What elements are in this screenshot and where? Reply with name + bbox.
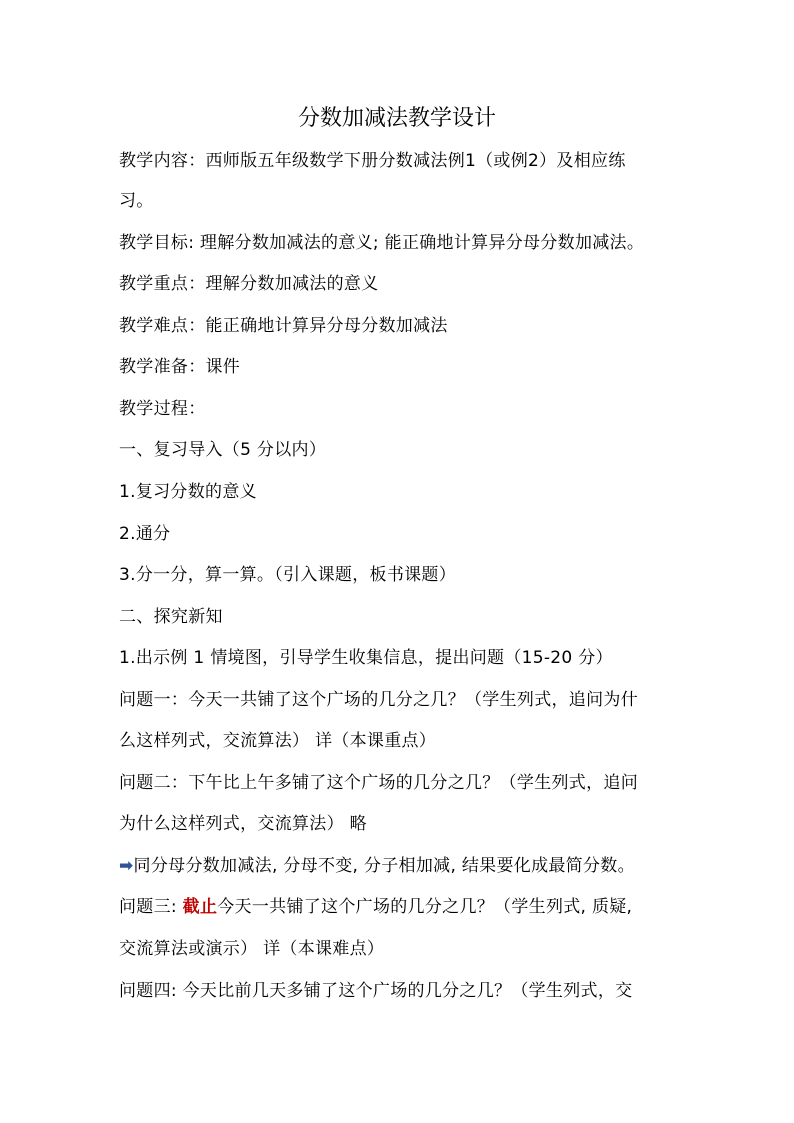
rule-text: 同分母分数加减法, 分母不变, 分子相加减, 结果要化成最简分数。 — [133, 856, 635, 876]
section-heading-review: 一、复习导入（5 分以内） — [119, 440, 327, 460]
text-line-question-2-cont: 为什么这样列式，交流算法） 略 — [119, 814, 367, 834]
text-line-objective: 教学目标: 理解分数加减法的意义; 能正确地计算异分母分数加减法。 — [119, 233, 645, 253]
question-3-text: 今天一共铺了这个广场的几分之几？（学生列式, 质疑, — [217, 897, 633, 917]
text-line-difficulty: 教学难点：能正确地计算异分母分数加减法 — [119, 316, 448, 336]
text-line-question-2: 问题二：下午比上午多铺了这个广场的几分之几？（学生列式，追问 — [119, 773, 638, 793]
text-line-process: 教学过程： — [119, 399, 206, 419]
question-3-prefix: 问题三: — [119, 897, 183, 917]
text-line-question-1-cont: 么这样列式，交流算法） 详（本课重点） — [119, 731, 437, 751]
text-line-content-cont: 习。 — [119, 191, 154, 211]
text-line-question-1: 问题一：今天一共铺了这个广场的几分之几？（学生列式，追问为什 — [119, 690, 638, 710]
text-line-question-3 — [119, 895, 632, 919]
document-title: 分数加减法教学设计 — [297, 106, 496, 131]
arrow-right-icon: ➡ — [119, 856, 134, 876]
text-line-question-4: 问题四: 今天比前几天多铺了这个广场的几分之几？（学生列式，交 — [119, 981, 633, 1001]
list-item: 2.通分 — [119, 524, 171, 544]
list-item: 3.分一分，算一算。（引入课题，板书课题） — [119, 565, 457, 585]
highlight-text: 截止 — [182, 897, 218, 917]
text-line-question-3-cont: 交流算法或演示） 详（本课难点） — [119, 939, 385, 959]
text-line-content: 教学内容：西师版五年级数学下册分数减法例1（或例2）及相应练 — [119, 151, 626, 171]
text-line-key-point: 教学重点：理解分数加减法的意义 — [119, 274, 379, 294]
text-line-preparation: 教学准备：课件 — [119, 357, 241, 377]
list-item: 1.出示例 1 情境图，引导学生收集信息，提出问题（15-20 分） — [119, 648, 613, 668]
text-line-rule — [119, 854, 635, 878]
section-heading-explore: 二、探究新知 — [119, 607, 223, 627]
list-item: 1.复习分数的意义 — [119, 482, 257, 502]
